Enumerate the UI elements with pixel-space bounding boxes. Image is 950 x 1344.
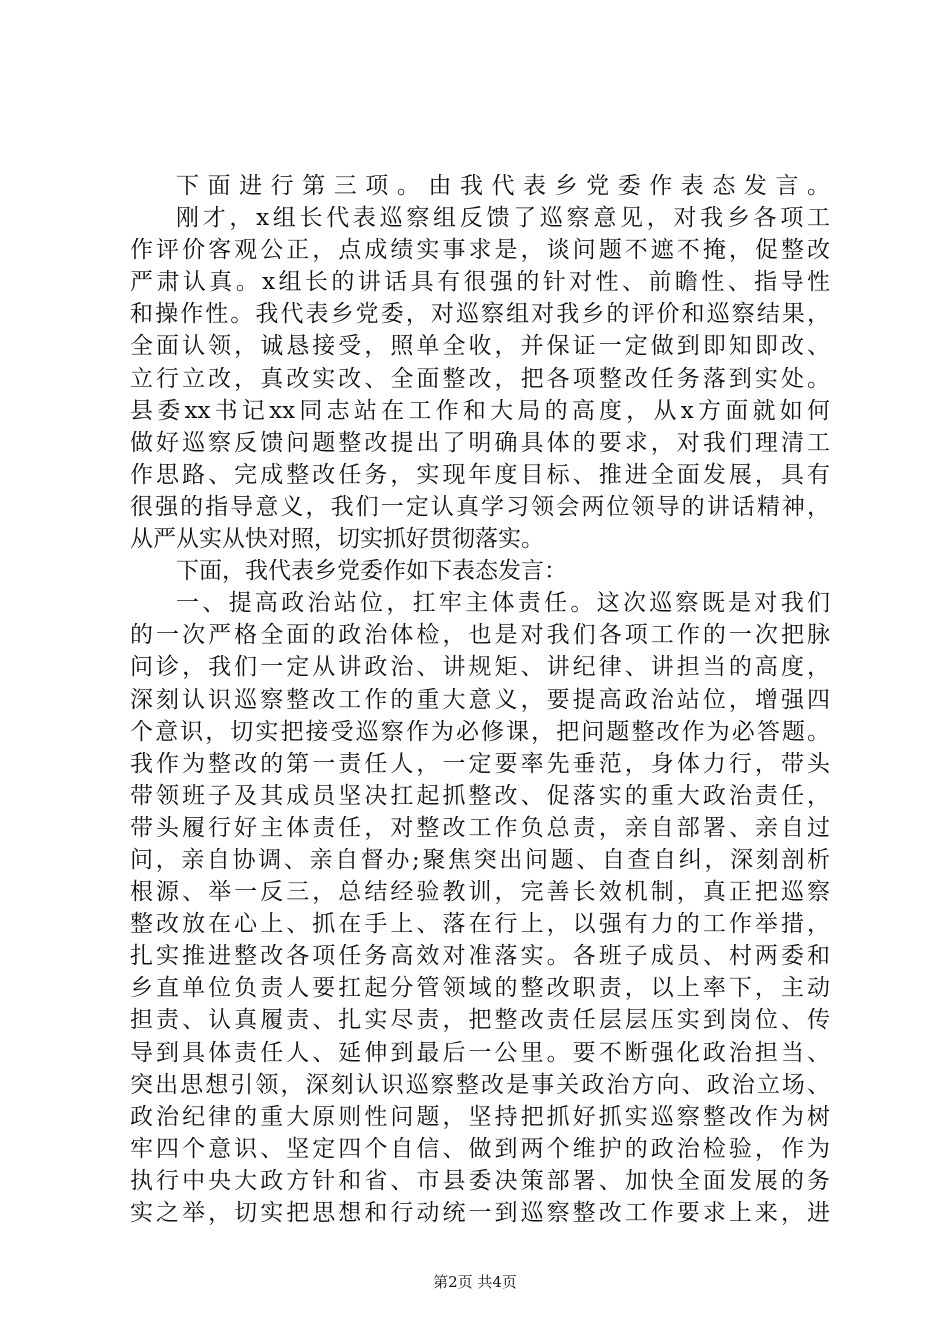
text-line: 下面，我代表乡党委作如下表态发言： [176, 558, 567, 585]
text-line: 乡直单位负责人要扛起分管领域的整改职责，以上率下，主动 [130, 975, 830, 1002]
page-footer: 第2页 共4页 [433, 1273, 517, 1291]
text-line: 下面进行第三项。由我代表乡党委作表态发言。 [176, 173, 830, 199]
text-line: 一、提高政治站位，扛牢主体责任。这次巡察既是对我们 [176, 590, 830, 617]
text-line: 全面认领，诚恳接受，照单全收，并保证一定做到即知即改、 [130, 333, 830, 360]
text-line: 严肃认真。x组长的讲话具有很强的针对性、前瞻性、指导性 [130, 269, 830, 296]
text-line: 牢四个意识、坚定四个自信、做到两个维护的政治检验，作为 [130, 1135, 830, 1162]
text-line: 导到具体责任人、延伸到最后一公里。要不断强化政治担当、 [130, 1039, 830, 1066]
text-line: 很强的指导意义，我们一定认真学习领会两位领导的讲话精神， [130, 493, 830, 520]
text-line: 作评价客观公正，点成绩实事求是，谈问题不遮不掩，促整改 [130, 237, 830, 264]
text-line: 问，亲自协调、亲自督办;聚焦突出问题、自查自纠，深刻剖析 [130, 846, 830, 873]
text-line: 带领班子及其成员坚决扛起抓整改、促落实的重大政治责任， [130, 782, 830, 809]
text-line: 的一次严格全面的政治体检，也是对我们各项工作的一次把脉 [130, 622, 830, 649]
text-line: 做好巡察反馈问题整改提出了明确具体的要求，对我们理清工 [130, 429, 830, 456]
text-line: 执行中央大政方针和省、市县委决策部署、加快全面发展的务 [130, 1167, 830, 1194]
text-line: 立行立改，真改实改、全面整改，把各项整改任务落到实处。 [130, 365, 830, 392]
text-line: 刚才，x组长代表巡察组反馈了巡察意见，对我乡各项工 [176, 205, 830, 232]
text-line: 深刻认识巡察整改工作的重大意义，要提高政治站位，增强四 [130, 686, 830, 713]
text-line: 个意识，切实把接受巡察作为必修课，把问题整改作为必答题。 [130, 718, 830, 745]
text-line: 整改放在心上、抓在手上、落在行上，以强有力的工作举措， [130, 911, 830, 938]
document-body [130, 170, 830, 1229]
text-line: 和操作性。我代表乡党委，对巡察组对我乡的评价和巡察结果， [130, 301, 830, 328]
text-line: 作思路、完成整改任务，实现年度目标、推进全面发展，具有 [130, 461, 830, 488]
text-line: 根源、举一反三，总结经验教训，完善长效机制，真正把巡察 [130, 879, 830, 906]
text-line: 从严从实从快对照，切实抓好贯彻落实。 [130, 526, 544, 553]
text-line: 扎实推进整改各项任务高效对准落实。各班子成员、村两委和 [130, 943, 830, 970]
text-line: 我作为整改的第一责任人，一定要率先垂范，身体力行，带头 [130, 750, 830, 777]
text-line: 担责、认真履责、扎实尽责，把整改责任层层压实到岗位、传 [130, 1007, 830, 1034]
text-line: 问诊，我们一定从讲政治、讲规矩、讲纪律、讲担当的高度， [130, 654, 830, 681]
text-line: 政治纪律的重大原则性问题，坚持把抓好抓实巡察整改作为树 [130, 1103, 830, 1130]
text-line: 县委xx书记xx同志站在工作和大局的高度，从x方面就如何 [130, 397, 830, 424]
text-line: 突出思想引领，深刻认识巡察整改是事关政治方向、政治立场、 [130, 1071, 830, 1098]
text-line: 实之举，切实把思想和行动统一到巡察整改工作要求上来，进 [130, 1200, 830, 1226]
text-line: 带头履行好主体责任，对整改工作负总责，亲自部署、亲自过 [130, 814, 830, 841]
